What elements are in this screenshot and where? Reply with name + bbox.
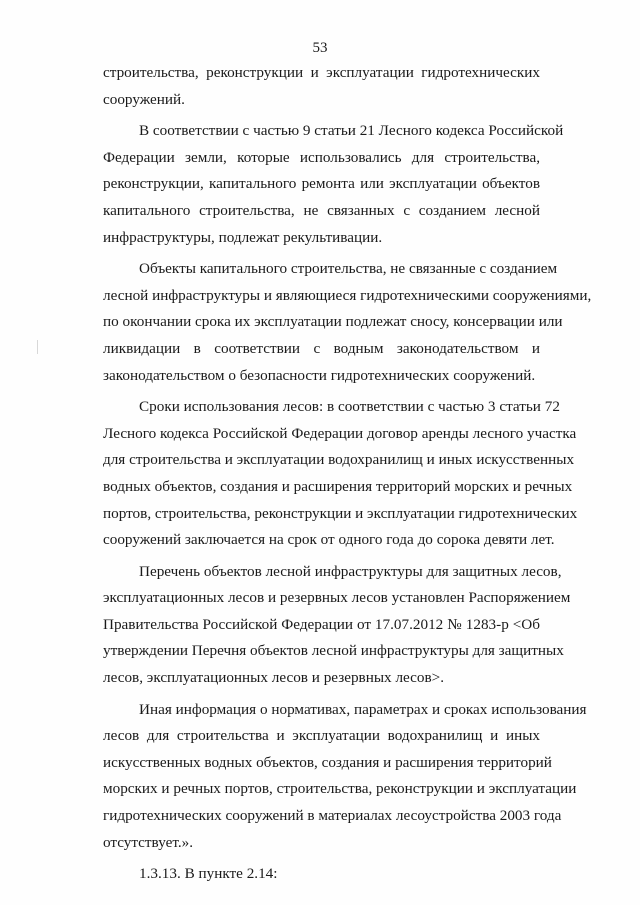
paragraph <box>103 60 540 113</box>
text-line: Перечень объектов лесной инфраструктуры для защитных лесов, <box>139 562 562 580</box>
text-line: 1.3.13. В пункте 2.14: <box>139 865 278 883</box>
text-line: Федерации земли, которые использовались для строительства, <box>103 148 540 166</box>
paragraph <box>103 256 592 389</box>
text-line: капитального строительства, не связанных с созданием лесной <box>103 201 540 219</box>
text-line: сооружений заключается на срок от одного года до сорока девяти лет. <box>103 531 555 549</box>
page-number: 53 <box>312 40 328 56</box>
text-line: Лесного кодекса Российской Федерации договор аренды лесного участка <box>103 424 577 442</box>
text-line: утверждении Перечня объектов лесной инфраструктуры для защитных <box>103 642 564 660</box>
text-line: гидротехнических сооружений в материалах лесоустройства 2003 года <box>103 807 562 825</box>
text-line: эксплуатационных лесов и резервных лесов установлен Распоряжением <box>103 589 571 607</box>
text-line: для строительства и эксплуатации водохранилищ и иных искусственных <box>103 451 575 469</box>
text-line: сооружений. <box>103 90 185 108</box>
text-line: отсутствует.». <box>103 833 194 851</box>
paragraph <box>103 697 587 857</box>
text-line: В соответствии с частью 9 статьи 21 Лесного кодекса Российской <box>139 122 564 140</box>
text-line: законодательством о безопасности гидротехнических сооружений. <box>103 366 536 384</box>
text-line: Правительства Российской Федерации от 17.07.2012 № 1283-р <Об <box>103 615 540 633</box>
text-line: по окончании срока их эксплуатации подлежат сносу, консервации или <box>103 313 563 331</box>
text-line: инфраструктуры, подлежат рекультивации. <box>103 228 383 246</box>
text-line: ликвидации в соответствии с водным законодательством и <box>103 339 540 357</box>
text-line: водных объектов, создания и расширения территорий морских и речных <box>103 477 573 495</box>
text-line: реконструкции, капитального ремонта или эксплуатации объектов <box>103 175 540 193</box>
document-body <box>103 60 592 888</box>
text-line: Иная информация о нормативах, параметрах и сроках использования <box>139 700 587 718</box>
scan-margin-mark <box>37 340 38 354</box>
text-line: портов, строительства, реконструкции и эксплуатации гидротехнических <box>103 504 578 522</box>
paragraph <box>103 394 578 554</box>
text-line: Объекты капитального строительства, не связанные с созданием <box>139 260 558 278</box>
text-line: искусственных водных объектов, создания и расширения территорий <box>103 753 552 771</box>
text-line: лесов, эксплуатационных лесов и резервных лесов>. <box>103 669 445 687</box>
text-line: лесной инфраструктуры и являющиеся гидротехническими сооружениями, <box>103 286 592 304</box>
paragraph <box>103 118 564 251</box>
text-line: строительства, реконструкции и эксплуатации гидротехнических <box>103 64 540 81</box>
text-line: морских и речных портов, строительства, реконструкции и эксплуатации <box>103 780 577 798</box>
text-line: лесов для строительства и эксплуатации водохранилищ и иных <box>103 727 540 745</box>
paragraph <box>103 559 571 692</box>
text-line: Сроки использования лесов: в соответствии с частью 3 статьи 72 <box>139 398 560 416</box>
paragraph <box>103 861 540 888</box>
